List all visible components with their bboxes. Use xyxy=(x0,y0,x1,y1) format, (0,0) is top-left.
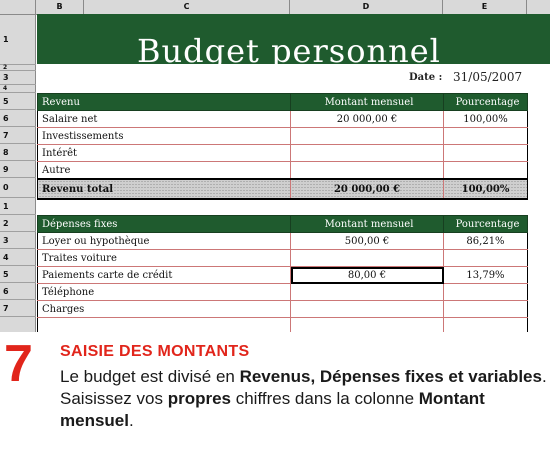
step-bold: propres xyxy=(167,389,231,408)
depense-amount-cell[interactable] xyxy=(291,284,444,301)
column-header-d[interactable]: D xyxy=(290,0,443,14)
revenu-total-label[interactable]: Revenu total xyxy=(38,179,291,199)
row-header[interactable]: 4 xyxy=(0,249,36,266)
row-header[interactable]: 6 xyxy=(0,110,36,127)
depense-amount-cell[interactable]: 500,00 € xyxy=(291,233,444,250)
row-header[interactable]: 6 xyxy=(0,283,36,300)
step-bold: Revenus, Dépenses fixes et variables xyxy=(239,367,542,386)
depense-label-cell[interactable]: Paiements carte de crédit xyxy=(38,267,291,284)
step-description xyxy=(60,366,548,432)
depense-percent-cell[interactable] xyxy=(444,318,528,333)
row-header-bar xyxy=(0,15,36,332)
table-row xyxy=(38,233,528,250)
row-header[interactable]: 4 xyxy=(0,85,36,93)
revenu-total-amount[interactable]: 20 000,00 € xyxy=(291,179,444,199)
depense-percent-cell[interactable] xyxy=(444,284,528,301)
column-header-bar xyxy=(0,0,550,15)
revenu-percent-cell[interactable] xyxy=(444,128,528,145)
row-header[interactable]: 7 xyxy=(0,300,36,317)
row-header[interactable]: 9 xyxy=(0,161,36,178)
row-header[interactable]: 3 xyxy=(0,71,36,85)
step-text: chiffres dans la colonne xyxy=(231,389,419,408)
table-row xyxy=(38,267,528,284)
revenu-label-cell[interactable]: Intérêt xyxy=(38,145,291,162)
revenu-percent-cell[interactable] xyxy=(444,145,528,162)
depense-label-cell[interactable] xyxy=(38,318,291,333)
revenu-percent-cell[interactable] xyxy=(444,162,528,180)
page-title: Budget personnel xyxy=(137,32,441,70)
row-header[interactable]: 1 xyxy=(0,15,36,65)
row-header[interactable]: 2 xyxy=(0,65,36,71)
row-header[interactable]: 8 xyxy=(0,144,36,161)
revenu-percent-cell[interactable]: 100,00% xyxy=(444,111,528,128)
table-row xyxy=(38,128,528,145)
depenses-header-label[interactable]: Dépenses fixes xyxy=(38,216,291,233)
revenus-header-amount[interactable]: Montant mensuel xyxy=(291,94,444,111)
table-row xyxy=(38,250,528,267)
selected-amount-cell[interactable]: 80,00 € xyxy=(291,267,444,284)
depense-label-cell[interactable]: Traites voiture xyxy=(38,250,291,267)
step-number: 7 xyxy=(4,335,33,393)
row-header[interactable]: 1 xyxy=(0,198,36,215)
depense-percent-cell[interactable]: 86,21% xyxy=(444,233,528,250)
revenu-label-cell[interactable]: Investissements xyxy=(38,128,291,145)
depenses-header-percent[interactable]: Pourcentage xyxy=(444,216,528,233)
revenus-table xyxy=(37,93,528,200)
table-row xyxy=(38,162,528,180)
column-header-c[interactable]: C xyxy=(84,0,290,14)
revenu-total-row xyxy=(38,179,528,199)
column-header-e[interactable]: E xyxy=(443,0,527,14)
table-row xyxy=(38,145,528,162)
revenus-header-label[interactable]: Revenu xyxy=(38,94,291,111)
depense-label-cell[interactable]: Téléphone xyxy=(38,284,291,301)
date-row xyxy=(37,70,542,84)
depense-amount-cell[interactable] xyxy=(291,318,444,333)
table-row xyxy=(38,318,528,333)
revenus-header-percent[interactable]: Pourcentage xyxy=(444,94,528,111)
row-header[interactable]: 5 xyxy=(0,266,36,283)
table-row xyxy=(38,284,528,301)
depenses-header-row xyxy=(38,216,528,233)
depense-percent-cell[interactable]: 13,79% xyxy=(444,267,528,284)
step-title: SAISIE DES MONTANTS xyxy=(60,343,250,360)
date-label: Date : xyxy=(409,72,443,83)
step-text: . xyxy=(128,411,134,430)
table-row xyxy=(38,301,528,318)
depense-label-cell[interactable]: Loyer ou hypothèque xyxy=(38,233,291,250)
row-header[interactable]: 3 xyxy=(0,232,36,249)
step-text: . Saisissez vos xyxy=(60,367,547,408)
step-text: Le budget est divisé en xyxy=(60,367,240,386)
row-header[interactable]: 0 xyxy=(0,178,36,198)
depense-percent-cell[interactable] xyxy=(444,250,528,267)
column-header-b[interactable]: B xyxy=(36,0,84,14)
title-banner xyxy=(37,14,550,70)
depense-amount-cell[interactable] xyxy=(291,301,444,318)
revenus-header-row xyxy=(38,94,528,111)
revenu-amount-cell[interactable]: 20 000,00 € xyxy=(291,111,444,128)
row-header[interactable]: 2 xyxy=(0,215,36,232)
revenu-amount-cell[interactable] xyxy=(291,128,444,145)
step-bold: Montant mensuel xyxy=(60,389,485,430)
depense-amount-cell[interactable] xyxy=(291,250,444,267)
revenu-label-cell[interactable]: Salaire net xyxy=(38,111,291,128)
row-header[interactable]: 7 xyxy=(0,127,36,144)
depense-label-cell[interactable]: Charges xyxy=(38,301,291,318)
row-header[interactable]: 5 xyxy=(0,93,36,110)
revenu-amount-cell[interactable] xyxy=(291,162,444,180)
revenu-amount-cell[interactable] xyxy=(291,145,444,162)
table-row xyxy=(38,111,528,128)
select-all-corner[interactable] xyxy=(0,0,36,14)
revenu-total-percent[interactable]: 100,00% xyxy=(444,179,528,199)
date-value[interactable]: 31/05/2007 xyxy=(453,70,523,84)
depenses-table xyxy=(37,215,528,332)
depense-percent-cell[interactable] xyxy=(444,301,528,318)
revenu-label-cell[interactable]: Autre xyxy=(38,162,291,180)
depenses-header-amount[interactable]: Montant mensuel xyxy=(291,216,444,233)
